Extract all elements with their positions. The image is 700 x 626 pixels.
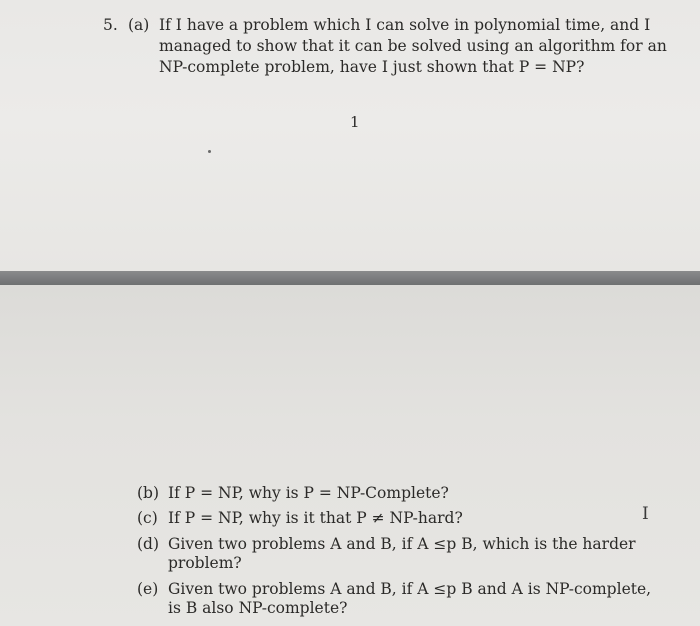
page-number: 1 bbox=[350, 113, 360, 131]
text-cursor-icon: I bbox=[642, 504, 649, 524]
part-d-line-1: Given two problems A and B, if A ≤p B, which is the harder bbox=[168, 535, 636, 553]
part-d-label: (d) bbox=[137, 535, 160, 553]
part-b-line-1: If P = NP, why is P = NP-Complete? bbox=[168, 484, 449, 502]
paper-speck bbox=[208, 150, 211, 153]
part-a-line-1: If I have a problem which I can solve in polynomial time, and I bbox=[159, 16, 651, 34]
part-a-line-2: managed to show that it can be solved using an algorithm for an bbox=[159, 37, 667, 55]
part-c-line-1: If P = NP, why is it that P ≠ NP-hard? bbox=[168, 509, 463, 527]
bottom-page-region bbox=[0, 285, 700, 626]
part-c-label: (c) bbox=[137, 509, 158, 527]
part-e-line-1: Given two problems A and B, if A ≤p B and A is NP-complete, bbox=[168, 580, 652, 598]
part-d-line-2: problem? bbox=[168, 554, 242, 572]
part-a-line-3: NP-complete problem, have I just shown that P = NP? bbox=[159, 58, 585, 76]
page-divider bbox=[0, 271, 700, 285]
top-page-region bbox=[0, 0, 700, 271]
part-e-label: (e) bbox=[137, 580, 159, 598]
question-number: 5. bbox=[103, 16, 118, 34]
part-a-label: (a) bbox=[128, 16, 150, 34]
part-b-label: (b) bbox=[137, 484, 160, 502]
part-e-line-2: is B also NP-complete? bbox=[168, 599, 348, 617]
